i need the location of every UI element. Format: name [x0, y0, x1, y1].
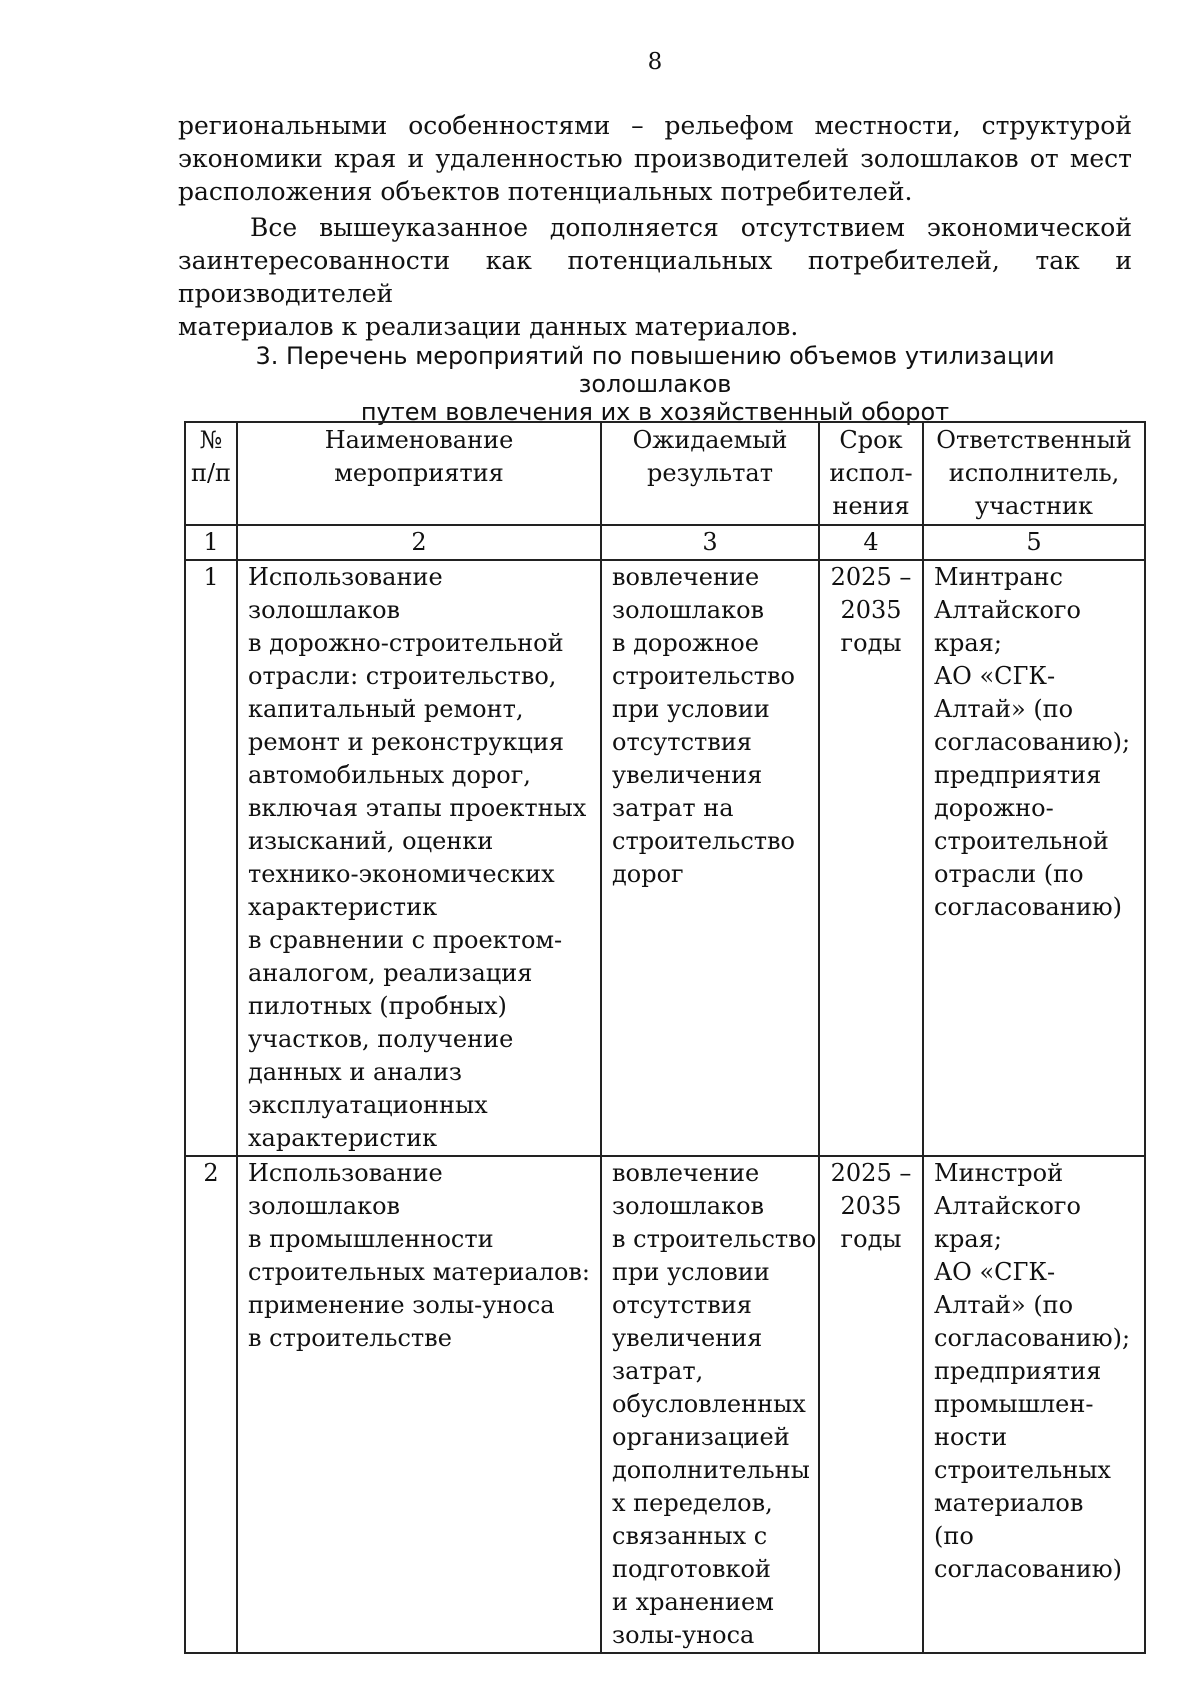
- column-number: 2: [237, 525, 601, 560]
- table-row: [185, 1156, 1145, 1653]
- responsible-executor: Минстрой Алтайского края; АО «СГК- Алтай» (по согласованию); предприятия промышлен- ности строительных материалов (по согласованию): [923, 1156, 1145, 1653]
- header-term: Срок испол- нения: [819, 422, 923, 525]
- column-number-row: [185, 525, 1145, 560]
- section-title-line: путем вовлечения их в хозяйственный оборот: [360, 398, 950, 426]
- header-responsible: Ответственный исполнитель, участник: [923, 422, 1145, 525]
- paragraph-line: экономики края и удаленностью производителей золошлаков от мест: [178, 144, 1132, 173]
- column-number: 4: [819, 525, 923, 560]
- column-number: 1: [185, 525, 237, 560]
- measure-name: Использование золошлаков в дорожно-строительной отрасли: строительство, капитальный ремонт, ремонт и реконструкция автомобильных дорог, включая этапы проектных изысканий, оценки технико-экономических характеристик в сравнении с проектом- аналогом, реализация пилотных (пробных) участков, получение данных и анализ эксплуатационных характеристик: [237, 560, 601, 1156]
- execution-term: 2025 – 2035 годы: [819, 1156, 923, 1653]
- paragraph-line: заинтересованности как потенциальных потребителей, так и производителей: [178, 246, 1132, 308]
- page-number: 8: [647, 49, 663, 75]
- row-number: 1: [185, 560, 237, 1156]
- column-number: 5: [923, 525, 1145, 560]
- paragraph-line: региональными особенностями – рельефом местности, структурой: [178, 111, 1132, 140]
- measure-name: Использование золошлаков в промышленности строительных материалов: применение золы-уноса в строительстве: [237, 1156, 601, 1653]
- measures-table: [184, 421, 1146, 1654]
- paragraph-line: материалов к реализации данных материалов.: [178, 312, 799, 341]
- expected-result: вовлечение золошлаков в дорожное строительство при условии отсутствия увеличения затрат на строительство дорог: [601, 560, 819, 1156]
- row-number: 2: [185, 1156, 237, 1653]
- header-name: Наименование мероприятия: [237, 422, 601, 525]
- table-header-row: [185, 422, 1145, 525]
- responsible-executor: Минтранс Алтайского края; АО «СГК- Алтай» (по согласованию); предприятия дорожно- строительной отрасли (по согласованию): [923, 560, 1145, 1156]
- expected-result: вовлечение золошлаков в строительство при условии отсутствия увеличения затрат, обусловленных организацией дополнительны х переделов, связанных с подготовкой и хранением золы-уноса: [601, 1156, 819, 1653]
- paragraph-line: расположения объектов потенциальных потребителей.: [178, 177, 913, 206]
- paragraph-continued: [178, 109, 1132, 208]
- column-number: 3: [601, 525, 819, 560]
- header-result: Ожидаемый результат: [601, 422, 819, 525]
- paragraph-line: Все вышеуказанное дополняется отсутствием экономической: [250, 213, 1132, 242]
- execution-term: 2025 – 2035 годы: [819, 560, 923, 1156]
- header-number: № п/п: [185, 422, 237, 525]
- table-row: [185, 560, 1145, 1156]
- paragraph-summary: [178, 211, 1132, 343]
- section-title: [178, 342, 1132, 426]
- section-title-line: 3. Перечень мероприятий по повышению объемов утилизации золошлаков: [255, 342, 1055, 398]
